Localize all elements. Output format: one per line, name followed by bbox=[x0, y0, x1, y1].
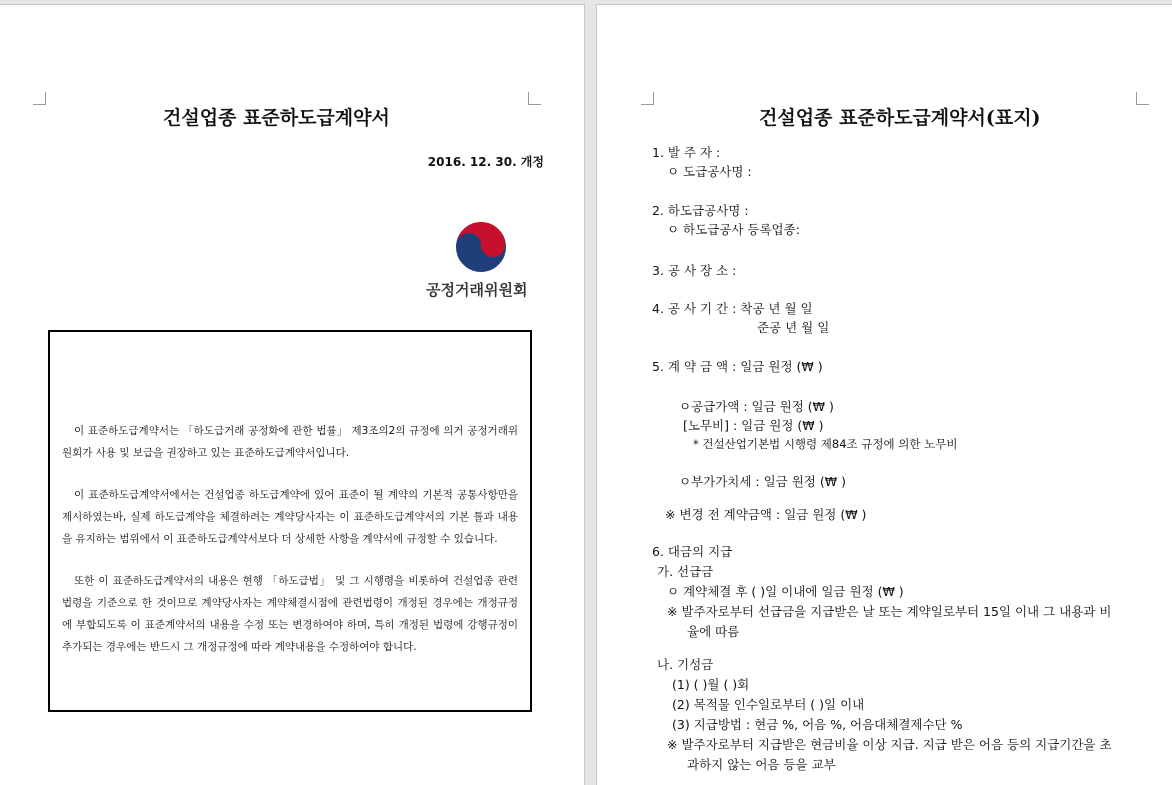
progress-payment-note: ※ 발주자로부터 지급받은 현금비율 이상 지급. 지급 받은 어음 등의 지급기간을 초 bbox=[667, 737, 1112, 752]
notice-paragraph: 이 표준하도급계약서에서는 건설업종 하도급계약에 있어 표준이 될 계약의 기본적 공통사항만을 제시하였는바, 실제 하도급계약을 체결하려는 계약당사자는 이 표준하도급계약서의 기본 틀과 내용을 유지하는 범위에서 이 표준하도급계약서보다 더 상세한 사항을 계약서에 규정할 수 있습니다. bbox=[62, 489, 518, 545]
progress-payment-heading: 나. 기성금 bbox=[657, 657, 714, 672]
progress-payment-item-1: (1) ( )월 ( )회 bbox=[672, 677, 750, 692]
period-end-line: 준공 년 월 일 bbox=[757, 320, 830, 335]
labor-cost-line: [노무비] : 일금 원정 (₩ ) bbox=[683, 418, 824, 433]
advance-payment-note: ※ 발주자로부터 선급금을 지급받은 날 또는 계약일로부터 15일 이내 그 내용과 비 bbox=[667, 604, 1112, 619]
document-page-1 bbox=[0, 5, 584, 785]
notice-paragraph: 이 표준하도급계약서는 「하도급거래 공정화에 관한 법률」 제3조의2의 규정에 의거 공정거래위원회가 사용 및 보급을 권장하고 있는 표준하도급계약서입니다. bbox=[62, 425, 518, 459]
title-text: 건설업종 표준하도급계약서(표지) bbox=[759, 107, 1041, 129]
contract-amount-line: 5. 계 약 금 액 : 일금 원정 (₩ ) bbox=[652, 359, 823, 374]
site-location-line: 3. 공 사 장 소 : bbox=[652, 263, 737, 278]
payment-heading: 6. 대금의 지급 bbox=[652, 544, 733, 559]
prior-amount-line: ※ 변경 전 계약금액 : 일금 원정 (₩ ) bbox=[665, 507, 867, 522]
crop-mark-top-right bbox=[528, 92, 541, 105]
revision-date: 2016. 12. 30. 개정 bbox=[427, 155, 544, 169]
vat-line: ㅇ부가가치세 : 일금 원정 (₩ ) bbox=[679, 474, 846, 489]
registered-trade-line: ㅇ 하도급공사 등록업종: bbox=[667, 222, 800, 237]
progress-payment-note-cont: 과하지 않는 어음 등을 교부 bbox=[687, 757, 836, 772]
title-text: 건설업종 표준하도급계약서 bbox=[163, 107, 390, 129]
progress-payment-item-2: (2) 목적물 인수일로부터 ( )일 이내 bbox=[672, 697, 865, 712]
government-taegeuk-logo-icon bbox=[453, 219, 509, 275]
crop-mark-top-left bbox=[641, 92, 654, 105]
progress-payment-item-3: (3) 지급방법 : 현금 %, 어음 %, 어음대체결제수단 % bbox=[672, 717, 963, 732]
period-start-line: 4. 공 사 기 간 : 착공 년 월 일 bbox=[652, 301, 813, 316]
crop-mark-top-right bbox=[1136, 92, 1149, 105]
advance-payment-heading: 가. 선급금 bbox=[657, 564, 714, 579]
crop-mark-top-left bbox=[33, 92, 46, 105]
notice-box bbox=[48, 330, 532, 712]
advance-payment-note-cont: 율에 따름 bbox=[687, 624, 740, 639]
subcontract-project-line: 2. 하도급공사명 : bbox=[652, 203, 749, 218]
document-title bbox=[163, 103, 390, 130]
logo-text: 공정거래위원회 bbox=[426, 281, 528, 299]
cover-title bbox=[759, 103, 1041, 130]
labor-cost-note: * 건설산업기본법 시행령 제84조 규정에 의한 노무비 bbox=[693, 437, 958, 451]
document-page-2 bbox=[597, 5, 1172, 785]
client-line: 1. 발 주 자 : bbox=[652, 145, 721, 160]
supply-value-line: ㅇ공급가액 : 일금 원정 (₩ ) bbox=[679, 399, 834, 414]
prime-project-line: ㅇ 도급공사명 : bbox=[667, 164, 752, 179]
advance-payment-line: ㅇ 계약체결 후 ( )일 이내에 일금 원정 (₩ ) bbox=[667, 584, 904, 599]
notice-paragraph: 또한 이 표준하도급계약서의 내용은 현행 「하도급법」 및 그 시행령을 비롯하여 건설업종 관련 법령을 기준으로 한 것이므로 계약당사자는 계약체결시점에 관련법령이 개정된 경우에는 개정규정에 부합되도록 이 표준계약서의 내용을 수정 또는 변경하여야 하며, 특히 개정된 법령에 강행규정이 추가되는 경우에는 반드시 그 개정규정에 따라 계약내용을 수정하여야 합니다. bbox=[62, 575, 518, 653]
